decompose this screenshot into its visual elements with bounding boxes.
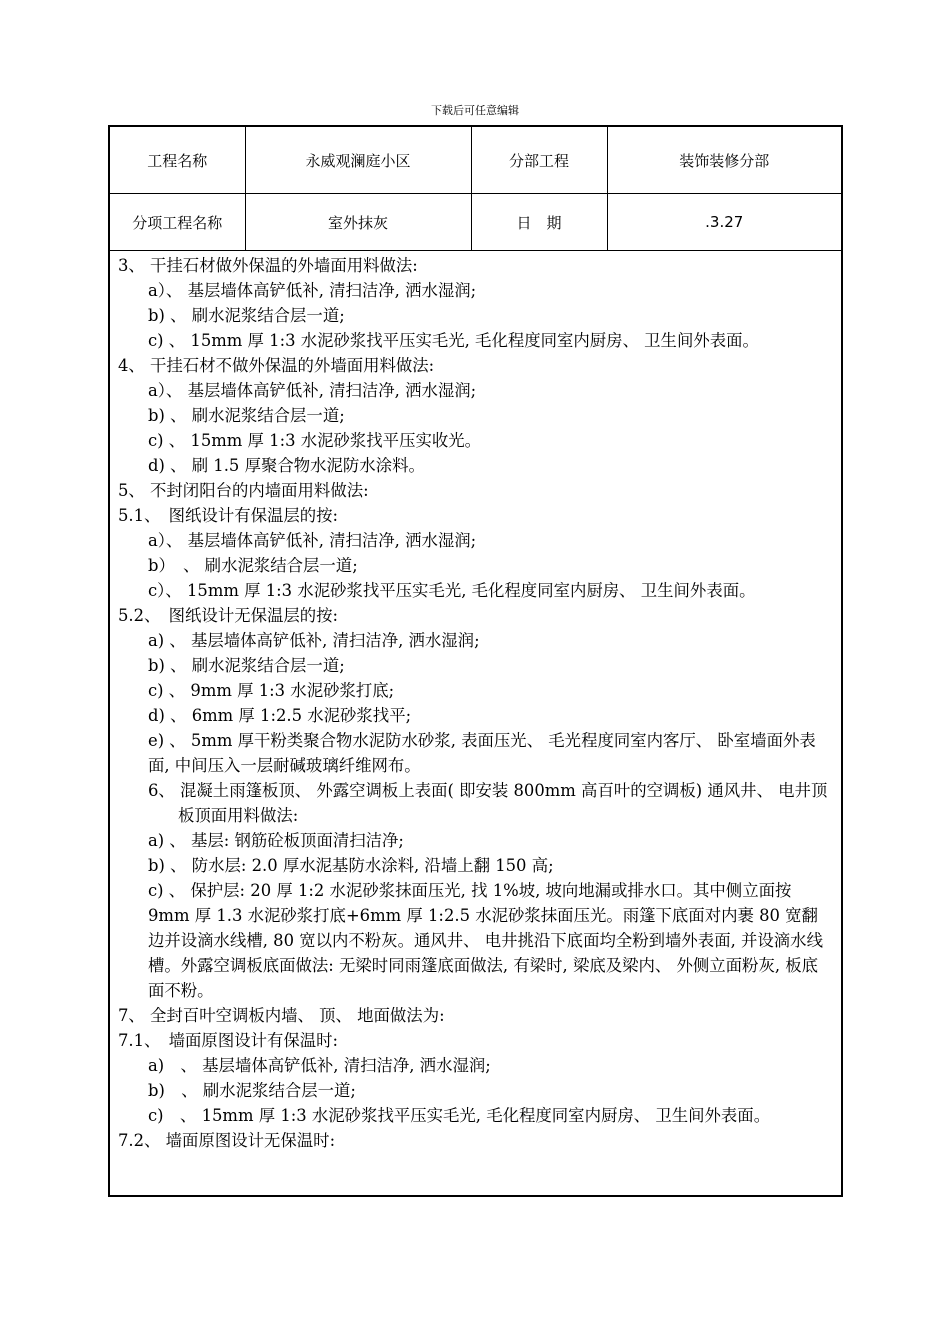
spec-line: a）、 基层墙体高铲低补, 清扫洁净, 洒水湿润; (148, 281, 477, 300)
spec-line: b) 、 刷水泥浆结合层一道; (148, 306, 345, 325)
spec-line: c) 、 9mm 厚 1:3 水泥砂浆打底; (148, 681, 395, 700)
info-row-2 (110, 194, 841, 251)
spec-line: a) 、 基层: 钢筋砼板顶面清扫洁净; (148, 831, 404, 850)
project-name-label: 工程名称 (110, 127, 245, 194)
spec-line: e) 、 5mm 厚干粉类聚合物水泥防水砂浆, 表面压光、 毛光程度同室内客厅、 卧室墙面外表面, 中间压入一层耐碱玻璃纤维网布。 (148, 731, 816, 775)
info-row-1 (110, 127, 841, 194)
spec-heading-3: 3、 干挂石材做外保温的外墙面用料做法: (118, 256, 418, 275)
spec-line: b) 、 刷水泥浆结合层一道; (148, 656, 345, 675)
spec-line: b) 、 防水层: 2.0 厚水泥基防水涂料, 沿墙上翻 150 高; (148, 856, 554, 875)
spec-line: c）、 15mm 厚 1:3 水泥砂浆找平压实毛光, 毛化程度同室内厨房、 卫生间外表面。 (148, 581, 756, 600)
project-info-table (110, 127, 841, 251)
spec-subheading-7-2: 7.2、 墙面原图设计无保温时: (118, 1131, 336, 1150)
spec-heading-7: 7、 全封百叶空调板内墙、 顶、 地面做法为: (118, 1006, 445, 1025)
project-name-value: 永威观澜庭小区 (245, 127, 471, 194)
spec-line: c) 、 15mm 厚 1:3 水泥砂浆找平压实毛光, 毛化程度同室内厨房、 卫生间外表面。 (148, 1106, 771, 1125)
spec-line: a) 、 基层墙体高铲低补, 清扫洁净, 洒水湿润; (148, 631, 480, 650)
spec-line: a）、 基层墙体高铲低补, 清扫洁净, 洒水湿润; (148, 381, 477, 400)
division-label: 分部工程 (471, 127, 607, 194)
subitem-value: 室外抹灰 (245, 194, 471, 251)
spec-line: c) 、 保护层: 20 厚 1:2 水泥砂浆抹面压光, 找 1%坡, 坡向地漏或排水口。其中侧立面按 9mm 厚 1.3 水泥砂浆打底+6mm 厚 1:2.5 水泥砂浆抹面压光。雨篷下底面对内裹 80 宽翻边并设滴水线槽, 80 宽以内不粉灰。通风井、 电井挑沿下底面均全粉到墙外表面, 并设滴水线槽。外露空调板底面做法: 无梁时同雨篷底面做法, 有梁时, 梁底及梁内、 外侧立面粉灰, 板底面不粉。 (148, 881, 823, 1000)
spec-line: c) 、 15mm 厚 1:3 水泥砂浆找平压实毛光, 毛化程度同室内厨房、 卫生间外表面。 (148, 331, 759, 350)
date-label: 日 期 (471, 194, 607, 251)
spec-heading-6: 6、 混凝土雨篷板顶、 外露空调板上表面( 即安装 800mm 高百叶的空调板) 通风井、 电井顶板顶面用料做法: (148, 781, 828, 825)
spec-subheading-7-1: 7.1、 墙面原图设计有保温时: (118, 1031, 339, 1050)
subitem-label: 分项工程名称 (110, 194, 245, 251)
spec-subheading-5-2: 5.2、 图纸设计无保温层的按: (118, 606, 339, 625)
spec-body (110, 251, 841, 1153)
spec-line: a）、 基层墙体高铲低补, 清扫洁净, 洒水湿润; (148, 531, 477, 550)
division-value: 装饰装修分部 (607, 127, 841, 194)
header-note: 下载后可任意编辑 (431, 104, 519, 117)
date-value: .3.27 (607, 194, 841, 251)
spec-line: c) 、 15mm 厚 1:3 水泥砂浆找平压实收光。 (148, 431, 482, 450)
document-frame (108, 125, 843, 1197)
spec-subheading-5-1: 5.1、 图纸设计有保温层的按: (118, 506, 339, 525)
spec-line: a) 、 基层墙体高铲低补, 清扫洁净, 洒水湿润; (148, 1056, 491, 1075)
spec-heading-4: 4、 干挂石材不做外保温的外墙面用料做法: (118, 356, 435, 375)
spec-line: b) 、 刷水泥浆结合层一道; (148, 1081, 356, 1100)
spec-line: b) 、 刷水泥浆结合层一道; (148, 406, 345, 425)
spec-line: b） 、 刷水泥浆结合层一道; (148, 556, 358, 575)
spec-line: d) 、 6mm 厚 1:2.5 水泥砂浆找平; (148, 706, 412, 725)
spec-heading-5: 5、 不封闭阳台的内墙面用料做法: (118, 481, 369, 500)
spec-line: d) 、 刷 1.5 厚聚合物水泥防水涂料。 (148, 456, 425, 475)
